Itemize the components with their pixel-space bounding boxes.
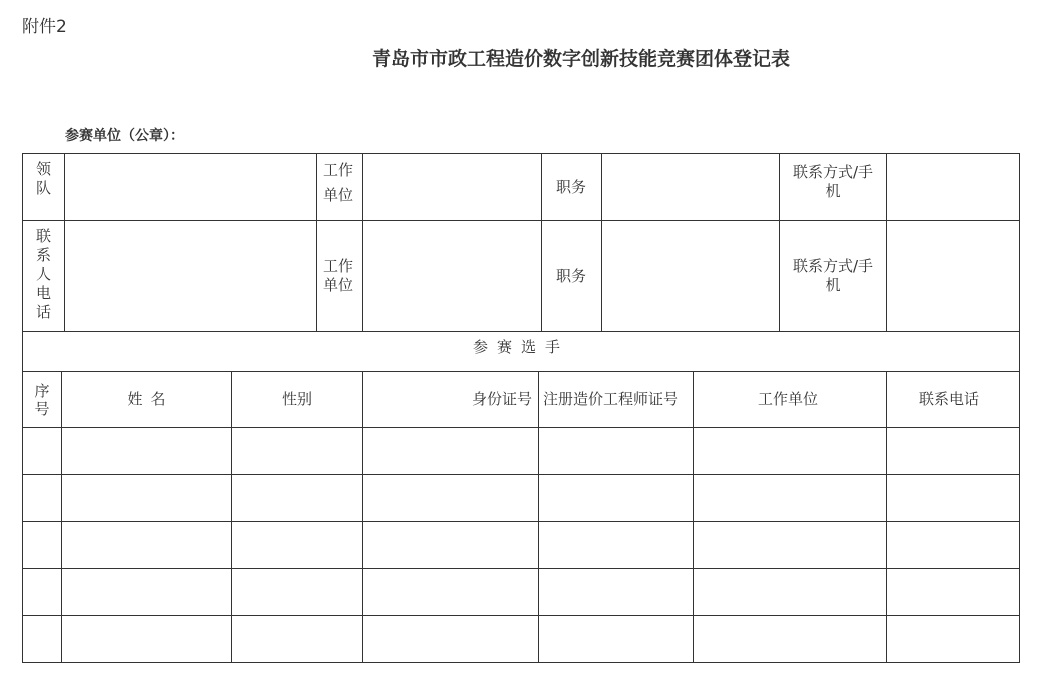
leader-work-unit-text: 工作 单位 xyxy=(323,161,354,204)
leader-name-cell[interactable] xyxy=(65,154,317,221)
table-cell[interactable] xyxy=(23,616,62,663)
contact-work-unit-cell[interactable] xyxy=(363,221,542,332)
leader-work-unit-cell[interactable] xyxy=(363,154,542,221)
column-header-cost-engineer-cert: 注册造价工程师证号 xyxy=(539,372,694,428)
table-cell[interactable] xyxy=(694,475,887,522)
table-cell[interactable] xyxy=(23,475,62,522)
table-cell[interactable] xyxy=(62,569,232,616)
table-cell[interactable] xyxy=(23,428,62,475)
contact-person-cell[interactable] xyxy=(65,221,317,332)
leader-work-unit-label xyxy=(317,154,363,221)
players-table xyxy=(22,371,1020,663)
participating-unit-label: 参赛单位（公章）： xyxy=(65,128,184,144)
table-row xyxy=(23,522,1020,569)
document-title: 青岛市市政工程造价数字创新技能竞赛团体登记表 xyxy=(372,48,791,70)
table-cell[interactable] xyxy=(539,428,694,475)
leader-row xyxy=(23,154,1020,221)
table-cell[interactable] xyxy=(62,522,232,569)
table-cell[interactable] xyxy=(363,616,539,663)
table-cell[interactable] xyxy=(232,428,363,475)
players-section-heading: 参赛选手 xyxy=(23,332,1020,372)
table-row xyxy=(23,475,1020,522)
leader-contact-label xyxy=(780,154,887,221)
table-cell[interactable] xyxy=(539,569,694,616)
table-cell[interactable] xyxy=(887,522,1020,569)
table-row xyxy=(23,616,1020,663)
contact-method-text: 联系方式/手 机 xyxy=(792,257,874,294)
leader-contact-cell[interactable] xyxy=(887,154,1020,221)
contact-person-label xyxy=(23,221,65,332)
column-header-seq xyxy=(23,372,62,428)
table-cell[interactable] xyxy=(62,428,232,475)
table-cell[interactable] xyxy=(232,616,363,663)
table-cell[interactable] xyxy=(694,569,887,616)
contact-person-label-text: 联 系 人 电 话 xyxy=(35,227,51,321)
leader-duty-cell[interactable] xyxy=(602,154,780,221)
table-cell[interactable] xyxy=(887,616,1020,663)
table-cell[interactable] xyxy=(694,616,887,663)
column-header-id-number: 身份证号 xyxy=(363,372,539,428)
column-header-gender: 性别 xyxy=(232,372,363,428)
table-cell[interactable] xyxy=(694,428,887,475)
contact-method-label xyxy=(780,221,887,332)
leader-duty-label: 职务 xyxy=(542,154,602,221)
table-cell[interactable] xyxy=(62,475,232,522)
table-cell[interactable] xyxy=(539,475,694,522)
table-cell[interactable] xyxy=(62,616,232,663)
contact-work-unit-label xyxy=(317,221,363,332)
contact-duty-cell[interactable] xyxy=(602,221,780,332)
table-cell[interactable] xyxy=(23,569,62,616)
table-row xyxy=(23,569,1020,616)
table-cell[interactable] xyxy=(363,475,539,522)
leader-label xyxy=(23,154,65,221)
table-cell[interactable] xyxy=(23,522,62,569)
leader-label-text: 领 队 xyxy=(35,160,51,197)
column-header-phone: 联系电话 xyxy=(887,372,1020,428)
players-section-row xyxy=(23,332,1020,372)
table-cell[interactable] xyxy=(694,522,887,569)
table-cell[interactable] xyxy=(887,475,1020,522)
column-header-name: 姓名 xyxy=(62,372,232,428)
contact-work-unit-text: 工作 单位 xyxy=(323,257,354,294)
contact-method-cell[interactable] xyxy=(887,221,1020,332)
table-cell[interactable] xyxy=(363,522,539,569)
players-header-row xyxy=(23,372,1020,428)
table-cell[interactable] xyxy=(232,569,363,616)
leader-contact-text: 联系方式/手 机 xyxy=(792,163,874,200)
contact-duty-label: 职务 xyxy=(542,221,602,332)
players-body xyxy=(23,428,1020,663)
table-cell[interactable] xyxy=(539,522,694,569)
attachment-label: 附件2 xyxy=(22,17,67,37)
table-cell[interactable] xyxy=(363,428,539,475)
table-cell[interactable] xyxy=(232,475,363,522)
contact-person-row xyxy=(23,221,1020,332)
column-header-work-unit: 工作单位 xyxy=(694,372,887,428)
table-cell[interactable] xyxy=(232,522,363,569)
team-info-table xyxy=(22,153,1020,372)
column-header-seq-text: 序 号 xyxy=(34,381,50,418)
table-cell[interactable] xyxy=(539,616,694,663)
table-cell[interactable] xyxy=(363,569,539,616)
table-row xyxy=(23,428,1020,475)
table-cell[interactable] xyxy=(887,569,1020,616)
table-cell[interactable] xyxy=(887,428,1020,475)
